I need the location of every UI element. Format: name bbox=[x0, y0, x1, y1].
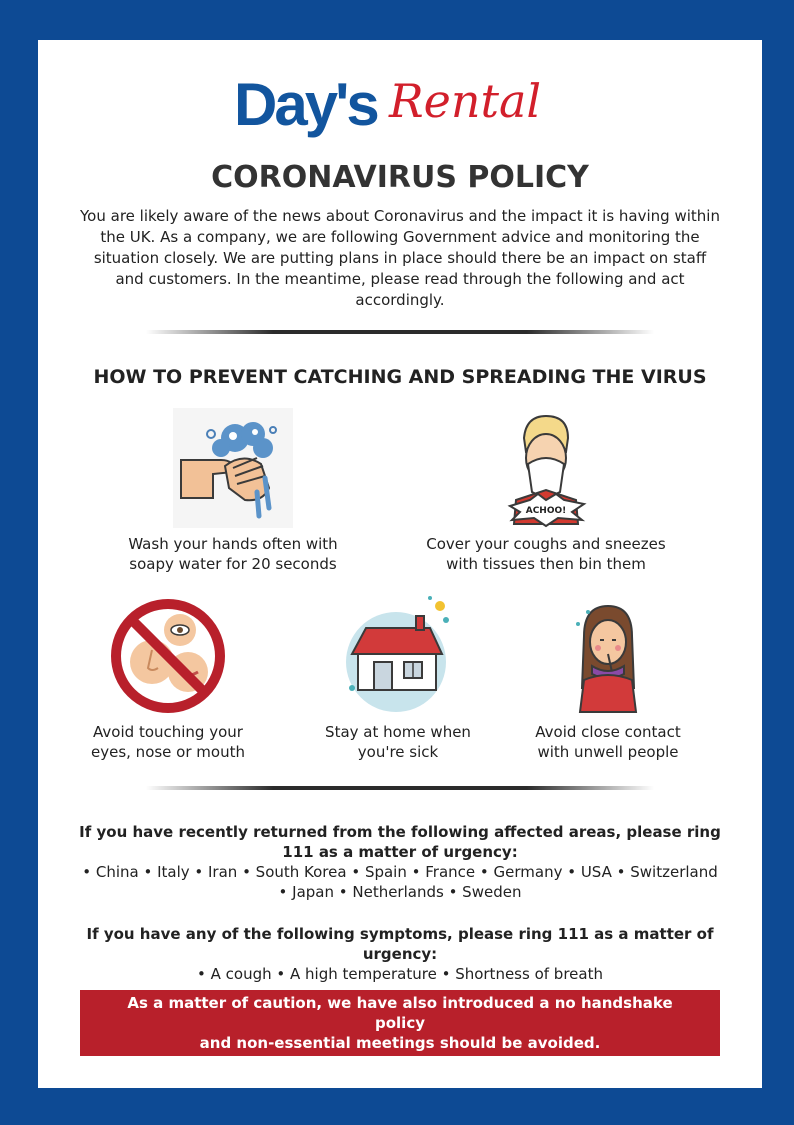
divider-bottom bbox=[146, 786, 654, 790]
symptoms-heading: If you have any of the following symptoms, please ring 111 as a matter of urgency: bbox=[86, 925, 714, 963]
tip-avoid-caption-2: eyes, nose or mouth bbox=[91, 743, 245, 761]
logo-days-text: Day's bbox=[234, 71, 377, 138]
tip-contact-caption-2: with unwell people bbox=[537, 743, 679, 761]
hand-washing-icon bbox=[173, 408, 293, 528]
sick-person-icon bbox=[548, 596, 668, 716]
page-title: CORONAVIRUS POLICY bbox=[211, 160, 589, 195]
tip-cover-caption-2: with tissues then bin them bbox=[446, 555, 646, 573]
prevention-heading: HOW TO PREVENT CATCHING AND SPREADING THE VIRUS bbox=[93, 366, 707, 388]
tip-avoid-contact bbox=[508, 596, 708, 762]
tip-home-caption-1: Stay at home when bbox=[325, 723, 471, 741]
handshake-policy-banner bbox=[80, 990, 720, 1056]
no-touching-face-icon bbox=[108, 596, 228, 716]
house-icon bbox=[338, 596, 458, 716]
tip-home-caption-2: you're sick bbox=[357, 743, 439, 761]
tip-wash-caption-1: Wash your hands often with bbox=[128, 535, 338, 553]
areas-list-2: • Japan • Netherlands • Sweden bbox=[278, 883, 522, 901]
poster-card bbox=[38, 40, 762, 1088]
banner-line-2: and non-essential meetings should be avoided. bbox=[199, 1034, 601, 1052]
logo-rental-text: Rental bbox=[389, 74, 542, 128]
banner-line-1: As a matter of caution, we have also introduced a no handshake policy bbox=[127, 994, 673, 1032]
tip-wash-caption-2: soapy water for 20 seconds bbox=[129, 555, 337, 573]
days-rental-logo bbox=[234, 70, 574, 150]
tip-cover-coughs bbox=[421, 408, 671, 574]
divider-top bbox=[146, 330, 654, 334]
tip-cover-caption-1: Cover your coughs and sneezes bbox=[426, 535, 666, 553]
tip-avoid-touching bbox=[68, 596, 268, 762]
areas-list-1: • China • Italy • Iran • South Korea • Spain • France • Germany • USA • Switzerland bbox=[82, 863, 718, 881]
affected-areas-notice bbox=[48, 822, 752, 902]
symptoms-list: • A cough • A high temperature • Shortness of breath bbox=[197, 965, 603, 983]
tip-stay-home bbox=[298, 596, 498, 762]
tip-avoid-caption-1: Avoid touching your bbox=[93, 723, 243, 741]
areas-heading-1: If you have recently returned from the following affected areas, please ring bbox=[79, 823, 721, 841]
tip-wash-hands bbox=[108, 408, 358, 574]
achoo-badge: ACHOO! bbox=[525, 506, 567, 516]
symptoms-notice bbox=[48, 924, 752, 984]
intro-paragraph: You are likely aware of the news about Coronavirus and the impact it is having within the UK. As a company, we are following Government advice and monitoring the situation closely. We are putting plans in place should there be an impact on staff and customers. In the meantime, please read through the following and act accordingly. bbox=[80, 207, 720, 309]
areas-heading-2: 111 as a matter of urgency: bbox=[282, 843, 518, 861]
tip-contact-caption-1: Avoid close contact bbox=[535, 723, 681, 741]
sneeze-icon bbox=[486, 408, 606, 528]
